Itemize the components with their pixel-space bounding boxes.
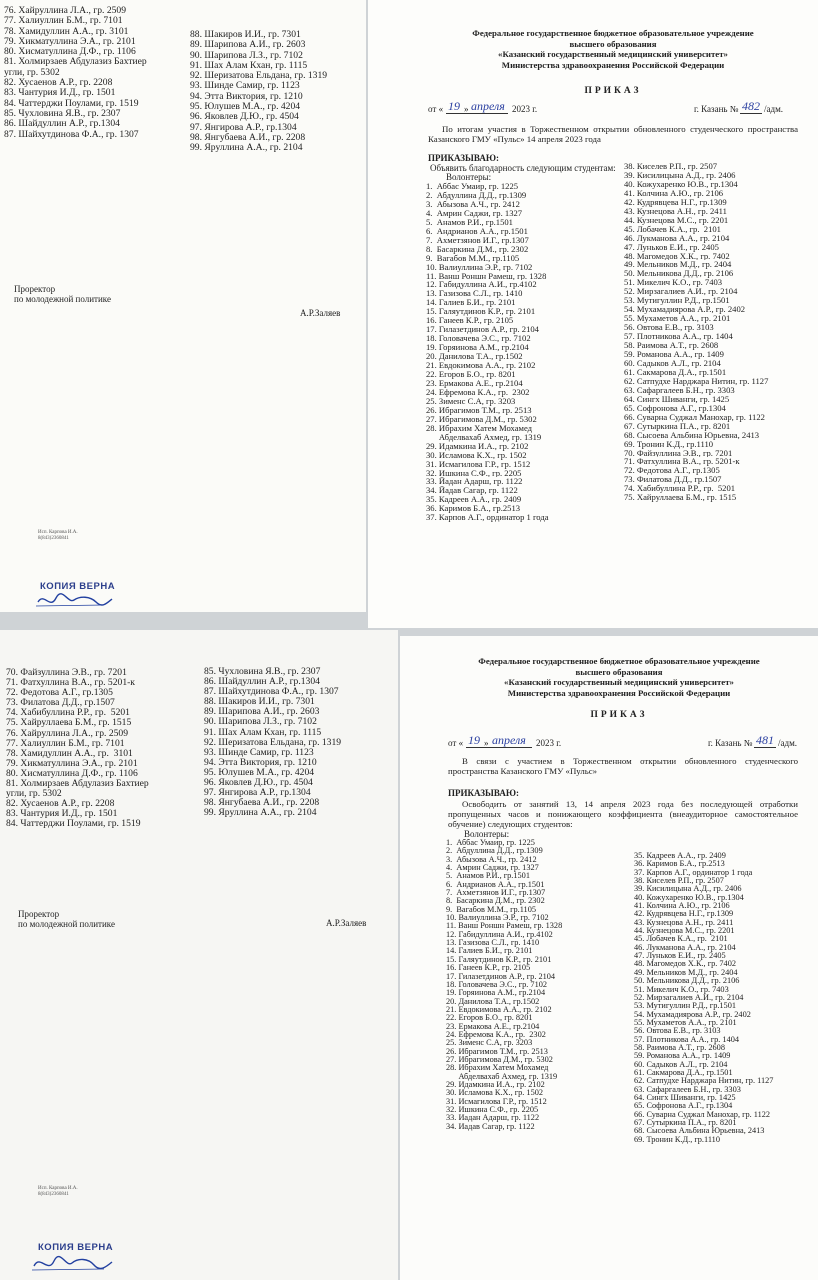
list-item: 92. Шеризатова Ельдана, гр. 1319 (190, 71, 328, 82)
list-item: 4. Амрин Саджи, гр. 1327 (446, 864, 539, 873)
list-item: 20. Данилова Т.А., гр.1502 (426, 352, 523, 362)
order-month: апреля (492, 733, 526, 747)
list-item: 74. Хабибуллина Р.Р., гр. 5201 (624, 484, 736, 494)
org-header (420, 656, 818, 698)
list-item: 77. Халиуллин Б.М., гр. 7101 (6, 738, 125, 749)
list-item: 84. Чаттерджи Поулами, гр. 1519 (4, 98, 139, 109)
list-item: 89. Шарипова А.И., гр. 2603 (190, 40, 306, 51)
list-item: 42. Кудрявцева Н.Г., гр.1309 (634, 910, 734, 919)
executor-info: Исп. Карпова И.А. 8(843)2360841 (38, 1186, 78, 1197)
list-item: 98. Янгубаева А.И., гр. 2208 (190, 132, 306, 143)
list-item: 17. Гилазетдинов А.Р., гр. 2104 (446, 972, 556, 981)
list-item: 73. Филатова Д.Д., гр.1507 (624, 475, 722, 485)
list-item: 39. Кисилицына А.Д., гр. 2406 (624, 170, 736, 180)
name-list-col1 (6, 668, 206, 830)
order-date-line: от « (428, 104, 444, 114)
list-item: 84. Чаттерджи Поулами, гр. 1519 (6, 819, 141, 830)
list-item: 25. Зименс С.А, гр. 3203 (426, 396, 516, 406)
list-item: 36. Каримов Б.А., гр.2513 (426, 504, 521, 514)
number-underline (740, 113, 762, 114)
name-list-col2 (190, 30, 365, 154)
list-item: 69. Тронин К.Д., гр.1110 (634, 1135, 720, 1144)
list-item: 43. Кузнецова А.Н., гр. 2411 (634, 918, 734, 927)
list-item: 91. Шах Алам Кхан, гр. 1115 (190, 60, 308, 71)
list-item: 98. Янгубаева А.И., гр. 2208 (204, 798, 320, 809)
order-city: г. Казань № (708, 738, 753, 748)
list-item: 95. Юлушев М.А., гр. 4204 (204, 767, 315, 778)
list-item: 70. Файзуллина Э.В., гр. 7201 (624, 448, 733, 458)
list-item: 62. Сатпудхе Нарджара Нитин, гр. 1127 (634, 1077, 774, 1086)
date-underline (446, 113, 508, 114)
list-item: 90. Шарипова Л.З., гр. 7102 (204, 717, 317, 728)
list-item: 61. Сакмарова Д.А., гр.1501 (624, 367, 727, 377)
list-item: 72. Федотова А.Г., гр.1305 (6, 688, 113, 699)
list-item: 45. Лобачев К.А., гр. 2101 (634, 935, 728, 944)
volunteer-list-col-a (446, 839, 636, 1131)
list-item: 37. Карпов А.Г., ординатор 1 года (426, 513, 549, 523)
list-item: 80. Хисматуллина Д.Ф., гр. 1106 (6, 768, 138, 779)
list-item: 10. Валиуллина Э.Р., гр. 7102 (446, 914, 549, 923)
list-item: 45. Лобачев К.А., гр. 2101 (624, 224, 721, 234)
list-item: 65. Софронова А.Г., гр.1304 (624, 403, 726, 413)
list-item: 22. Егоров Б.О., гр. 8201 (426, 370, 516, 379)
list-item: 69. Тронин К.Д., гр.1110 (624, 439, 714, 449)
list-item: 57. Плотникова А.А., гр. 1404 (624, 332, 733, 342)
signature-icon (30, 1252, 114, 1274)
list-item: 88. Шакиров И.И., гр. 7301 (204, 697, 315, 708)
org-header (408, 28, 818, 70)
list-item: 42. Кудрявцева Н.Г., гр.1309 (624, 197, 727, 207)
list-item: 51. Микелич К.О., гр. 7403 (624, 278, 723, 288)
list-item: 75. Хайруллаева Б.М., гр. 1515 (624, 493, 737, 503)
list-item: 66. Суварна Суджал Манохар, гр. 1122 (624, 412, 765, 422)
list-item: 64. Сингх Шиванги, гр. 1425 (624, 394, 730, 404)
order-day: 19 (468, 733, 480, 747)
list-item: 93. Шинде Самир, гр. 1123 (190, 81, 300, 92)
list-item: Абделвахаб Ахмед, гр. 1319 (446, 1072, 558, 1081)
list-item: 65. Софронова А.Г., гр.1304 (634, 1102, 733, 1111)
list-item: 59. Романова А.А., гр. 1409 (634, 1052, 731, 1061)
date-underline (466, 747, 532, 748)
list-item: угли, гр. 5302 (6, 789, 62, 800)
list-item: 39. Кисилицына А.Д., гр. 2406 (634, 885, 742, 894)
header-line: Министерства здравоохранения Российской Федерации (507, 687, 731, 698)
list-item: 1. Аббас Умаир, гр. 1225 (446, 839, 535, 847)
list-item: 85. Чухловина Я.В., гр. 2307 (4, 108, 121, 119)
volunteer-list-col-a (426, 182, 626, 522)
list-item: 53. Мутигуллин Р.Д., гр.1501 (624, 296, 730, 306)
list-item: 33. Йадан Адарш, гр. 1122 (446, 1114, 540, 1123)
header-line: высшего образования (569, 38, 657, 49)
list-item: 19. Горяинова А.М., гр.2104 (426, 343, 529, 353)
signer-name: А.Р.Заляев (300, 308, 341, 318)
list-item: 32. Ишкина С.Ф., гр. 2205 (446, 1106, 539, 1114)
list-item: 18. Головачева Э.С., гр. 7102 (426, 334, 531, 344)
list-item: 36. Каримов Б.А., гр.2513 (634, 860, 725, 869)
list-item: 12. Габидуллина А.И., гр.4102 (426, 280, 537, 290)
list-item: 8. Басаркина Д.М., гр. 2302 (446, 897, 545, 906)
list-item: 83. Чантурия И.Д., гр. 1501 (4, 88, 116, 99)
list-item: 68. Сысоева Альбина Юрьевна, 2413 (624, 430, 760, 440)
header-line: высшего образования (575, 666, 663, 677)
list-item: 31. Исмагилова Г.Р., гр. 1512 (426, 459, 531, 469)
header-line: «Казанский государственный медицинский университет» (498, 49, 728, 59)
list-item: 28. Ибрахим Хатем Мохамед (426, 423, 533, 433)
list-item: 79. Хикматуллина Э.А., гр. 2101 (4, 36, 136, 47)
list-item: 93. Шинде Самир, гр. 1123 (204, 747, 314, 758)
list-item: 83. Чантурия И.Д., гр. 1501 (6, 809, 118, 820)
list-item: 70. Файзуллина Э.В., гр. 7201 (6, 668, 127, 678)
order-number: 482 (742, 99, 760, 113)
list-item: 3. Абызова А.Ч., гр. 2412 (426, 199, 520, 209)
list-item: 52. Мирзагалиев А.И., гр. 2104 (634, 993, 744, 1002)
order-preamble: В связи с участием в Торжественном открытии обновленного студенческого пространства Казанского ГМУ «Пульс» (448, 756, 798, 776)
list-item: 41. Колчина А.Ю., гр. 2106 (624, 188, 724, 198)
document-title: ПРИКАЗ (584, 86, 642, 96)
list-item: 60. Садыков А.Л., гр. 2104 (624, 358, 721, 368)
list-item: 85. Чухловина Я.В., гр. 2307 (204, 667, 321, 677)
list-item: 32. Ишкина С.Ф., гр. 2205 (426, 468, 522, 478)
list-item: 30. Исламова К.Х., гр. 1502 (426, 450, 527, 460)
list-item: 29. Идамкина И.А., гр. 2102 (426, 441, 529, 451)
list-item: 55. Мухаметов А.А., гр. 2101 (624, 314, 731, 324)
header-line: «Казанский государственный медицинский университет» (504, 677, 734, 687)
list-item: 81. Холмирзаев Абдулазиз Бахтиер (6, 779, 149, 790)
order-word: ПРИКАЗЫВАЮ: (428, 153, 499, 163)
list-item: 29. Идамкина И.А., гр. 2102 (446, 1080, 545, 1089)
list-item: 86. Шайдуллин А.Р., гр.1304 (4, 119, 120, 130)
order-day: 19 (448, 99, 460, 113)
list-item: 16. Ганеев К.Р., гр. 2105 (446, 964, 531, 973)
list-item: 66. Суварна Суджал Манохар, гр. 1122 (634, 1110, 771, 1119)
list-item: 47. Луньков Е.И., гр. 2405 (634, 952, 726, 961)
list-item: 11. Ванш Роншн Рамеш, гр. 1328 (426, 271, 547, 281)
list-item: 7. Ахметзянов И.Г., гр.1307 (446, 889, 546, 898)
list-item: 9. Вагабов М.М., гр.1105 (426, 253, 520, 263)
list-item: 62. Сатпудхе Нарджара Нитин, гр. 1127 (624, 376, 769, 386)
list-item: 31. Исмагилова Г.Р., гр. 1512 (446, 1097, 547, 1106)
list-item: 8. Басаркина Д.М., гр. 2302 (426, 244, 529, 254)
list-item: 16. Ганеев К.Р., гр. 2105 (426, 316, 514, 326)
volunteer-list-col-b (624, 162, 816, 502)
list-item: 23. Ермакова А.Е., гр.2104 (426, 378, 523, 388)
list-item: 18. Головачева Э.С., гр. 7102 (446, 980, 548, 989)
list-item: 59. Романова А.А., гр. 1409 (624, 350, 724, 359)
list-item: 4. Амрин Саджи, гр. 1327 (426, 208, 523, 218)
list-item: 35. Кадреев А.А., гр. 2409 (426, 495, 522, 505)
list-item: 74. Хабибуллина Р.Р., гр. 5201 (6, 708, 130, 719)
list-item: 67. Сутыркина П.А., гр. 8201 (634, 1119, 737, 1127)
list-item: 27. Ибрагимова Д.М., гр. 5302 (446, 1055, 553, 1064)
signature-icon (34, 590, 114, 610)
copy-certified-stamp: КОПИЯ ВЕРНА (40, 581, 116, 592)
list-item: 3. Абызова А.Ч., гр. 2412 (446, 855, 537, 864)
list-item: 78. Хамидуллин А.А., гр. 3101 (6, 748, 133, 759)
list-item: 20. Данилова Т.А., гр.1502 (446, 997, 540, 1006)
list-item: 15. Галяутдинов К.Р., гр. 2101 (426, 307, 536, 317)
header-line: Федеральное государственное бюджетное образовательное учреждение (478, 656, 760, 666)
volunteers-label: Волонтеры: (446, 172, 492, 182)
list-item: 6. Андрианов А.А., гр.1501 (426, 226, 528, 236)
name-list-col2 (204, 667, 396, 818)
list-item: 19. Горяинова А.М., гр.2104 (446, 989, 546, 998)
list-item: 97. Янгирова А.Р., гр.1304 (204, 788, 311, 799)
list-item: 97. Янгирова А.Р., гр.1304 (190, 122, 297, 133)
list-item: 9. Вагабов М.М., гр.1105 (446, 905, 536, 914)
list-item: 96. Яковлев Д.Ю., гр. 4504 (190, 112, 299, 123)
order-482-page (368, 0, 818, 628)
list-item: 38. Киселев Р.П., гр. 2507 (624, 162, 718, 171)
list-item: 58. Раимова А.Т., гр. 2608 (624, 341, 719, 351)
list-item: 5. Анамов Р.И., гр.1501 (446, 872, 530, 881)
name-list-col1 (4, 6, 189, 140)
list-item: 91. Шах Алам Кхан, гр. 1115 (204, 727, 322, 738)
list-item: 56. Овтова Е.В., гр. 3103 (634, 1027, 721, 1036)
release-text: Освободить от занятий 13, 14 апреля 2023 года без последующей отработки пропущенных часов и понижающего коэффициента (внеаудиторное самостоятельное обучение) следующих студентов: (448, 799, 798, 829)
list-item: 63. Сафаргалеев Б.Н., гр. 3303 (634, 1085, 741, 1094)
list-item: 71. Фатхуллина В.А., гр. 5201-к (624, 457, 740, 467)
signer-name: А.Р.Заляев (326, 918, 367, 928)
list-item: 99. Яруллина А.А., гр. 2104 (190, 143, 303, 154)
order-number-suffix: /адм. (764, 104, 784, 114)
list-item: 81. Холмирзаев Абдулазиз Бахтиер (4, 57, 147, 68)
list-item: 5. Анамов Р.И., гр.1501 (426, 217, 513, 227)
date-quote: » (464, 104, 469, 114)
list-item: 63. Сафаргалеев Б.Н., гр. 3303 (624, 385, 735, 395)
list-item: 27. Ибрагимова Д.М., гр. 5302 (426, 414, 537, 424)
order-year: 2023 г. (536, 738, 562, 748)
list-item: 34. Йадав Сагар, гр. 1122 (446, 1122, 535, 1131)
list-item: 94. Этта Виктория, гр. 1210 (204, 757, 317, 768)
list-item: 34. Йадав Сагар, гр. 1122 (426, 486, 518, 496)
list-item: 80. Хисматуллина Д.Ф., гр. 1106 (4, 47, 136, 58)
order-city: г. Казань № (694, 104, 739, 114)
list-item: 25. Зименс С.А, гр. 3203 (446, 1039, 533, 1048)
list-item: 44. Кузнецова М.С., гр. 2201 (634, 927, 735, 936)
header-line: Федеральное государственное бюджетное образовательное учреждение (472, 28, 754, 38)
list-item: 68. Сысоева Альбина Юрьевна, 2413 (634, 1127, 765, 1136)
list-item: 22. Егоров Б.О., гр. 8201 (446, 1014, 533, 1023)
list-item: 95. Юлушев М.А., гр. 4204 (190, 102, 301, 113)
list-item: 26. Ибрагимов Т.М., гр. 2513 (446, 1047, 548, 1056)
order-number: 481 (756, 733, 774, 747)
volunteers-label: Волонтеры: (464, 829, 510, 839)
list-item: 47. Луньков Е.И., гр. 2405 (624, 242, 719, 252)
list-item: 41. Колчина А.Ю., гр. 2106 (634, 902, 730, 911)
list-item: 21. Евдокимова А.А., гр. 2102 (426, 361, 536, 371)
order-year: 2023 г. (512, 104, 538, 114)
list-item: 24. Ефремова К.А., гр. 2302 (446, 1030, 546, 1039)
list-item: 86. Шайдуллин А.Р., гр.1304 (204, 677, 320, 688)
copy-certified-stamp: КОПИЯ ВЕРНА (38, 1242, 114, 1253)
list-item: 37. Карпов А.Г., ординатор 1 года (634, 868, 753, 877)
list-item: Абделвахаб Ахмед, гр. 1319 (426, 432, 542, 442)
order-intro: Объявить благодарность следующим студентам: (430, 163, 616, 173)
executor-info: Исп. Карпова И.А. 8(843)2360841 (38, 530, 78, 541)
volunteer-list-col-b (634, 852, 818, 1144)
list-item: 78. Хамидуллин А.А., гр. 3101 (4, 26, 129, 37)
list-item: 71. Фатхуллина В.А., гр. 5201-к (6, 678, 135, 689)
signer-title: Проректор по молодежной политике (18, 909, 115, 929)
list-item: 46. Лукманова А.А., гр. 2104 (634, 943, 736, 952)
list-item: 87. Шайхутдинова Ф.А., гр. 1307 (4, 129, 139, 140)
list-item: 64. Сингх Шиванги, гр. 1425 (634, 1093, 736, 1102)
order-month: апреля (471, 99, 505, 113)
header-line: Министерства здравоохранения Российской Федерации (501, 59, 725, 70)
order-481-page (400, 636, 818, 1280)
list-item: 35. Кадреев А.А., гр. 2409 (634, 852, 726, 860)
list-item: 90. Шарипова Л.З., гр. 7102 (190, 50, 303, 61)
list-item: 96. Яковлев Д.Ю., гр. 4504 (204, 778, 313, 789)
list-item: 53. Мутигуллин Р.Д., гр.1501 (634, 1002, 737, 1011)
list-item: 79. Хикматуллина Э.А., гр. 2101 (6, 758, 138, 769)
list-item: 52. Мирзагалиев А.И., гр. 2104 (624, 287, 738, 297)
list-item: 61. Сакмарова Д.А., гр.1501 (634, 1068, 733, 1077)
list-item: 13. Газизова С.Л., гр. 1410 (446, 939, 540, 948)
date-quote: » (484, 738, 489, 748)
list-item: 6. Андрианов А.А., гр.1501 (446, 880, 545, 889)
list-item: 40. Кожухаренко Ю.В., гр.1304 (624, 179, 738, 189)
list-item: угли, гр. 5302 (4, 67, 60, 78)
list-item: 14. Галиев Б.И., гр. 2101 (426, 298, 516, 308)
list-item: 89. Шарипова А.И., гр. 2603 (204, 707, 320, 718)
list-item: 28. Ибрахим Хатем Мохамед (446, 1064, 549, 1073)
list-item: 88. Шакиров И.И., гр. 7301 (190, 30, 301, 40)
list-item: 12. Габидуллина А.И., гр.4102 (446, 930, 553, 939)
order-number-suffix: /адм. (778, 738, 798, 748)
list-item: 49. Мельников М.Д., гр. 2404 (624, 260, 732, 270)
list-item: 75. Хайруллаева Б.М., гр. 1515 (6, 718, 132, 729)
order-preamble: По итогам участия в Торжественном открытии обновленного студенческого пространства Казанского ГМУ «Пульс» 14 апреля 2023 года (428, 124, 798, 144)
list-item: 87. Шайхутдинова Ф.А., гр. 1307 (204, 687, 339, 698)
page-482-continuation (0, 0, 366, 612)
list-item: 50. Мельникова Д.Д., гр. 2106 (634, 977, 740, 986)
list-item: 60. Садыков А.Л., гр. 2104 (634, 1060, 728, 1069)
signer-title: Проректор по молодежной политике (14, 284, 111, 304)
list-item: 48. Магомедов Х.К., гр. 7402 (624, 251, 730, 261)
list-item: 40. Кожухаренко Ю.В., гр.1304 (634, 893, 744, 902)
list-item: 24. Ефремова К.А., гр. 2302 (426, 387, 530, 397)
order-word: ПРИКАЗЫВАЮ: (448, 788, 519, 798)
list-item: 46. Лукманова А.А., гр. 2104 (624, 233, 730, 243)
list-item: 72. Федотова А.Г., гр.1305 (624, 466, 720, 476)
list-item: 10. Валиуллина Э.Р., гр. 7102 (426, 262, 533, 272)
list-item: 14. Галиев Б.И., гр. 2101 (446, 947, 533, 956)
list-item: 76. Хайруллина Л.А., гр. 2509 (6, 728, 129, 739)
list-item: 2. Абдуллина Д.Д., гр.1309 (446, 847, 543, 856)
list-item: 76. Хайруллина Л.А., гр. 2509 (4, 6, 127, 16)
list-item: 48. Магомедов Х.К., гр. 7402 (634, 960, 736, 969)
list-item: 44. Кузнецова М.С., гр. 2201 (624, 215, 729, 225)
list-item: 82. Хусаенов А.Р., гр. 2208 (4, 78, 113, 89)
list-item: 51. Микелич К.О., гр. 7403 (634, 985, 729, 994)
list-item: 13. Газизова С.Л., гр. 1410 (426, 289, 523, 299)
list-item: 7. Ахметзянов И.Г., гр.1307 (426, 235, 529, 245)
list-item: 94. Этта Виктория, гр. 1210 (190, 91, 303, 102)
page-481-continuation (0, 630, 398, 1280)
list-item: 67. Сутыркина П.А., гр. 8201 (624, 421, 731, 431)
list-item: 55. Мухаметов А.А., гр. 2101 (634, 1018, 737, 1027)
document-title: ПРИКАЗ (590, 710, 648, 720)
list-item: 73. Филатова Д.Д., гр.1507 (6, 698, 115, 709)
list-item: 11. Ванш Роншн Рамеш, гр. 1328 (446, 922, 563, 931)
list-item: 82. Хусаенов А.Р., гр. 2208 (6, 799, 115, 810)
number-underline (754, 747, 776, 748)
list-item: 33. Йадан Адарш, гр. 1122 (426, 477, 523, 487)
list-item: 17. Гилазетдинов А.Р., гр. 2104 (426, 325, 539, 335)
list-item: 43. Кузнецова А.Н., гр. 2411 (624, 206, 727, 216)
list-item: 58. Раимова А.Т., гр. 2608 (634, 1043, 725, 1052)
list-item: 2. Абдуллина Д.Д., гр.1309 (426, 190, 527, 200)
list-item: 1. Аббас Умаир, гр. 1225 (426, 182, 519, 191)
list-item: 54. Мухамадиярова А.Р., гр. 2402 (634, 1010, 751, 1019)
order-date-line: от « (448, 738, 464, 748)
list-item: 54. Мухамадиярова А.Р., гр. 2402 (624, 305, 746, 315)
list-item: 15. Галяутдинов К.Р., гр. 2101 (446, 955, 552, 964)
list-item: 50. Мельникова Д.Д., гр. 2106 (624, 269, 734, 279)
list-item: 26. Ибрагимов Т.М., гр. 2513 (426, 405, 532, 415)
list-item: 38. Киселев Р.П., гр. 2507 (634, 877, 724, 886)
list-item: 56. Овтова Е.В., гр. 3103 (624, 323, 714, 333)
list-item: 92. Шеризатова Ельдана, гр. 1319 (204, 737, 342, 748)
list-item: 49. Мельников М.Д., гр. 2404 (634, 968, 738, 977)
list-item: 99. Яруллина А.А., гр. 2104 (204, 808, 317, 819)
list-item: 57. Плотникова А.А., гр. 1404 (634, 1035, 740, 1044)
list-item: 23. Ермакова А.Е., гр.2104 (446, 1022, 540, 1031)
list-item: 77. Халиуллин Б.М., гр. 7101 (4, 16, 123, 27)
list-item: 30. Исламова К.Х., гр. 1502 (446, 1089, 544, 1098)
list-item: 21. Евдокимова А.А., гр. 2102 (446, 1005, 552, 1014)
